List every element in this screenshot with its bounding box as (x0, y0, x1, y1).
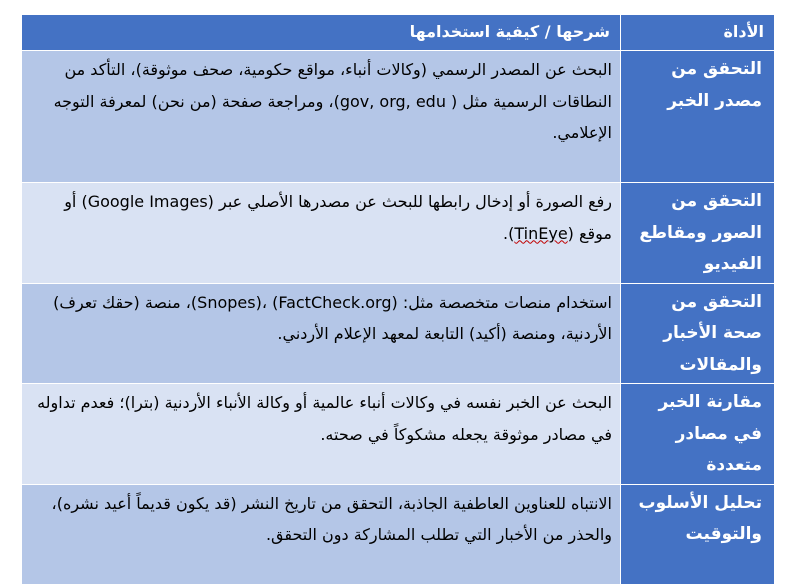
tool-description: الانتباه للعناوين العاطفية الجاذبة، التحقق من تاريخ النشر (قد يكون قديماً أعيد نشره)، والحذر من الأخبار التي تطلب المشاركة دون التحقق. (22, 484, 621, 584)
tool-description: البحث عن الخبر نفسه في وكالات أنباء عالمية أو وكالة الأنباء الأردنية (بترا)؛ فعدم تداوله في مصادر موثوقة يجعله مشكوكاً في صحته. (22, 384, 621, 485)
tool-name: مقارنة الخبر في مصادر متعددة (621, 384, 775, 485)
description-text: )، ( (255, 292, 279, 312)
tool-description (22, 283, 621, 384)
table-row (22, 283, 775, 384)
description-text: ). (503, 223, 515, 243)
table-row (22, 183, 775, 284)
tool-name: التحقق من صحة الأخبار والمقالات (621, 283, 775, 384)
table-row (22, 484, 775, 584)
service-name: Snopes (197, 292, 256, 312)
table-header-row (22, 15, 775, 51)
service-name: TinEye (514, 223, 568, 243)
header-description: شرحها / كيفية استخدامها (22, 15, 621, 51)
table-row (22, 51, 775, 183)
fact-check-tools-table-wrapper (22, 14, 775, 585)
domain-examples: gov, org, edu (339, 91, 446, 111)
header-tool: الأداة (621, 15, 775, 51)
tool-name: التحقق من الصور ومقاطع الفيديو (621, 183, 775, 284)
description-text: استخدام منصات متخصصة مثل: ( (391, 292, 612, 312)
tool-name: تحليل الأسلوب والتوقيت (621, 484, 775, 584)
tool-description (22, 51, 621, 183)
table-row (22, 384, 775, 485)
description-text: ) أو موقع ( (64, 192, 612, 243)
description-text: البحث عن المصدر الرسمي (وكالات أنباء، مواقع حكومية، صحف موثوقة)، التأكد من النطاقات الرسمية مثل ( (64, 60, 612, 111)
tool-description (22, 183, 621, 284)
fact-check-tools-table (21, 14, 775, 585)
description-text: )، منصة (حقك تعرف) الأردنية، ومنصة (أكيد) التابعة لمعهد الإعلام الأردني. (53, 292, 612, 343)
service-name: FactCheck.org (278, 292, 392, 312)
description-text: رفع الصورة أو إدخال رابطها للبحث عن مصدرها الأصلي عبر ( (207, 192, 612, 211)
tool-name: التحقق من مصدر الخبر (621, 51, 775, 183)
service-name: Google Images (87, 192, 208, 211)
description-text: )، ومراجعة صفحة (من نحن) لمعرفة التوجه الإعلامي. (53, 91, 612, 142)
